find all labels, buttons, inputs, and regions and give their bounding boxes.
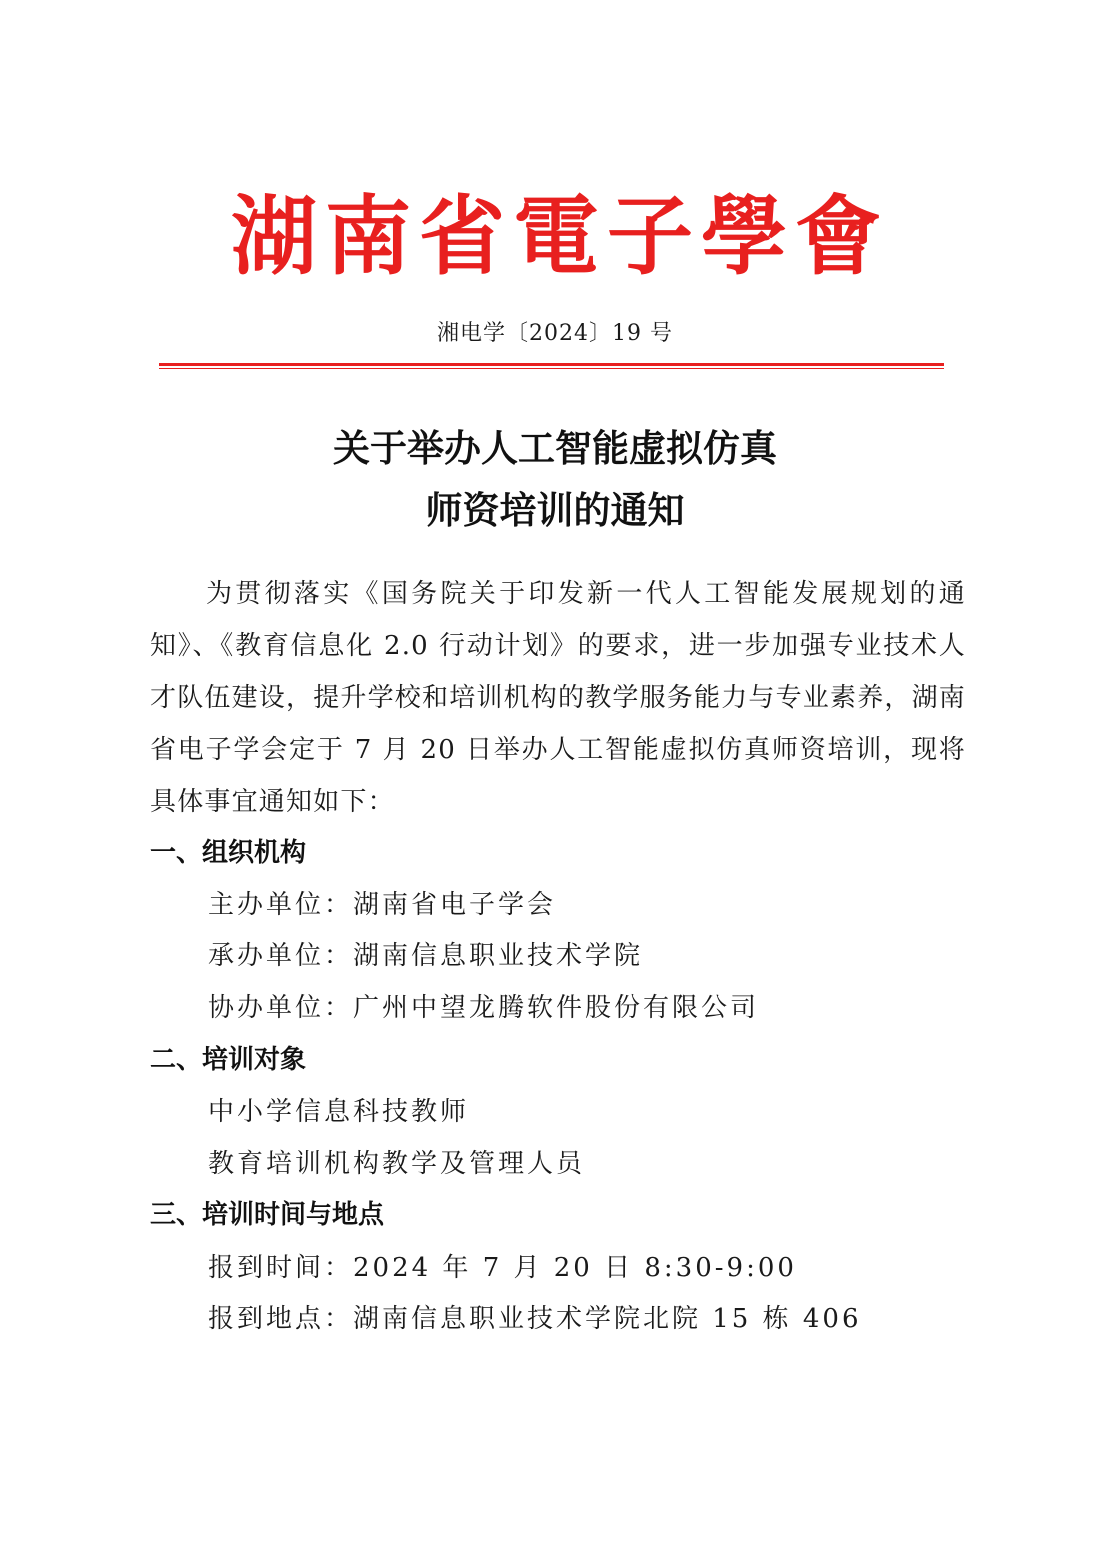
intro-paragraph: 为贯彻落实《国务院关于印发新一代人工智能发展规划的通知》、《教育信息化 2.0 行动计划》的要求，进一步加强专业技术人才队伍建设，提升学校和培训机构的教学服务能力与专业素养，湖南省电子学会定于 7 月 20 日举办人工智能虚拟仿真师资培训，现将具体事宜通知如下： (150, 579, 967, 817)
section-heading-audience: 二、培训对象 (150, 1045, 307, 1075)
organizer-undertaker: 承办单位：湖南信息职业技术学院 (208, 941, 644, 971)
document-number: 湘电学〔2024〕19 号 (437, 321, 673, 346)
organizer-host: 主办单位：湖南省电子学会 (208, 890, 557, 920)
header-divider-thin (159, 368, 944, 369)
organizer-co-organizer: 协办单位：广州中望龙腾软件股份有限公司 (208, 993, 760, 1023)
registration-time: 报到时间：2024 年 7 月 20 日 8:30-9:00 (208, 1253, 797, 1283)
notice-title-line-1: 关于举办人工智能虚拟仿真 (333, 426, 777, 470)
masthead-org-name: 湖南省電子學會 (231, 187, 889, 287)
section-heading-organizers: 一、组织机构 (150, 838, 307, 868)
header-divider-thick (159, 363, 944, 366)
registration-place: 报到地点：湖南信息职业技术学院北院 15 栋 406 (208, 1304, 862, 1334)
notice-title-line-2: 师资培训的通知 (425, 488, 685, 532)
audience-item: 教育培训机构教学及管理人员 (208, 1149, 586, 1179)
audience-item: 中小学信息科技教师 (208, 1097, 470, 1127)
section-heading-time-place: 三、培训时间与地点 (150, 1200, 385, 1230)
